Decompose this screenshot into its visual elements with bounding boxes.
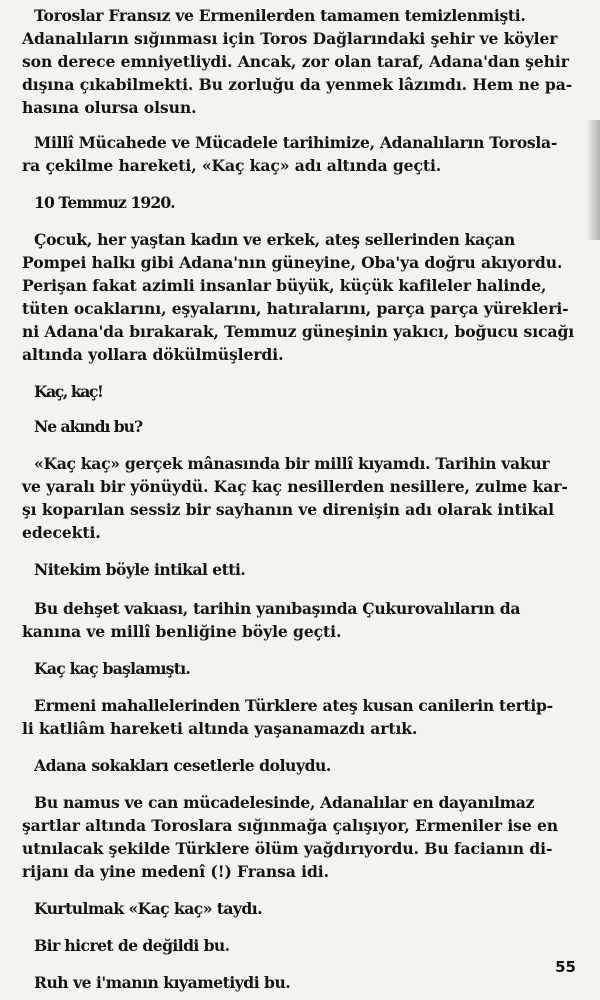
text-line: Millî Mücahede ve Mücadele tarihimize, Adanalıların Torosla- xyxy=(34,133,558,152)
paragraph-5 xyxy=(22,380,578,403)
text-line: Perişan fakat azimli insanlar büyük, küçük kafileler halinde, xyxy=(22,276,547,295)
paragraph-12 xyxy=(22,754,578,777)
page-number: 55 xyxy=(555,958,576,976)
text-line: Adanalıların sığınması için Toros Dağlarındaki şehir ve köyler xyxy=(22,29,558,48)
text-line: hasına olursa olsun. xyxy=(22,98,197,117)
paragraph-1 xyxy=(22,4,578,119)
text-line: Çocuk, her yaştan kadın ve erkek, ateş sellerinden kaçan xyxy=(34,230,515,249)
text-line: li katliâm hareketi altında yaşanamazdı artık. xyxy=(22,719,418,738)
text-line: 10 Temmuz 1920. xyxy=(34,193,175,212)
paragraph-10 xyxy=(22,657,578,680)
paragraph-6 xyxy=(22,415,578,438)
paragraph-9 xyxy=(22,597,578,643)
text-line: ni Adana'da bırakarak, Temmuz güneşinin yakıcı, boğucu sıcağı xyxy=(22,322,575,341)
text-line: Ermeni mahallelerinden Türklere ateş kusan canilerin tertip- xyxy=(34,696,553,715)
text-line: Bu namus ve can mücadelesinde, Adanalılar en dayanılmaz xyxy=(34,793,535,812)
text-line: Bu dehşet vakıası, tarihin yanıbaşında Çukurovalıların da xyxy=(34,599,521,618)
text-line: Adana sokakları cesetlerle doluydu. xyxy=(34,756,331,775)
text-line: ve yaralı bir yönüydü. Kaç kaç nesillerden nesillere, zulme kar- xyxy=(22,477,568,496)
text-line: Ruh ve i'manın kıyametiydi bu. xyxy=(34,973,291,992)
text-line: kanına ve millî benliğine böyle geçti. xyxy=(22,622,342,641)
paragraph-11 xyxy=(22,694,578,740)
paragraph-14 xyxy=(22,897,578,920)
text-line: dışına çıkabilmekti. Bu zorluğu da yenmek lâzımdı. Hem ne pa- xyxy=(22,75,573,94)
text-line: Toroslar Fransız ve Ermenilerden tamamen temizlenmişti. xyxy=(34,6,526,25)
paragraph-16 xyxy=(22,971,578,994)
body-text xyxy=(22,4,578,994)
text-line: utnılacak şekilde Türklere ölüm yağdırıyordu. Bu facianın di- xyxy=(22,839,553,858)
paragraph-8 xyxy=(22,558,578,581)
text-line: Pompei halkı gibi Adana'nın güneyine, Oba'ya doğru akıyordu. xyxy=(22,253,563,272)
text-line: Bir hicret de değildi bu. xyxy=(34,936,230,955)
text-line: edecekti. xyxy=(22,523,101,542)
text-line: son derece emniyetliydi. Ancak, zor olan taraf, Adana'dan şehir xyxy=(22,52,569,71)
text-line: şartlar altında Toroslara sığınmağa çalışıyor, Ermeniler ise en xyxy=(22,816,559,835)
paragraph-2 xyxy=(22,131,578,177)
paragraph-15 xyxy=(22,934,578,957)
date-line xyxy=(22,191,578,214)
text-line: rijanı da yine medenî (!) Fransa idi. xyxy=(22,862,329,881)
text-line: şı koparılan sessiz bir sayhanın ve direnişin adı olarak intikal xyxy=(22,500,554,519)
text-line: Ne akındı bu? xyxy=(34,417,143,436)
text-line: Kurtulmak «Kaç kaç» taydı. xyxy=(34,899,262,918)
paragraph-7 xyxy=(22,452,578,544)
page-edge-shadow xyxy=(586,120,600,240)
paragraph-4 xyxy=(22,228,578,366)
text-line: altında yollara dökülmüşlerdi. xyxy=(22,345,284,364)
text-line: «Kaç kaç» gerçek mânasında bir millî kıyamdı. Tarihin vakur xyxy=(34,454,550,473)
text-line: Kaç, kaç! xyxy=(34,382,103,401)
text-line: tüten ocaklarını, eşyalarını, hatıralarını, parça parça yürekleri- xyxy=(22,299,569,318)
text-line: Nitekim böyle intikal etti. xyxy=(34,560,246,579)
text-line: Kaç kaç başlamıştı. xyxy=(34,659,191,678)
text-line: ra çekilme hareketi, «Kaç kaç» adı altında geçti. xyxy=(22,156,442,175)
paragraph-13 xyxy=(22,791,578,883)
